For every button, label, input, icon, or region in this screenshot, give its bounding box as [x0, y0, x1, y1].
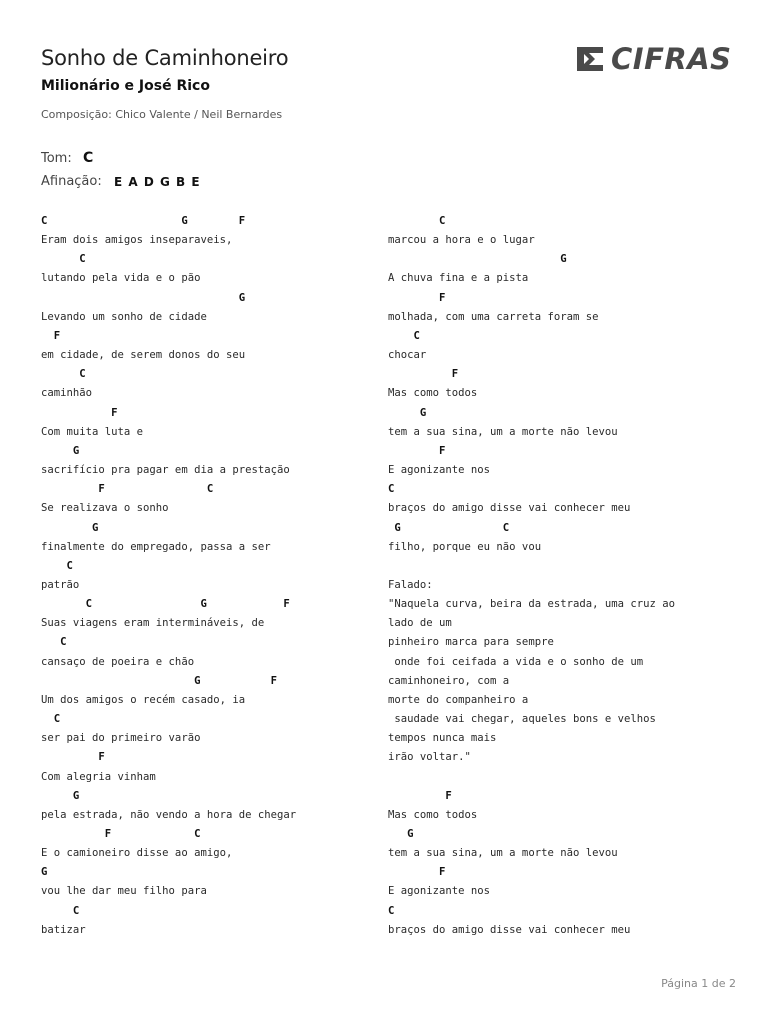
chord-line: C	[41, 368, 86, 381]
lyric-line: saudade vai chegar, aqueles bons e velhos	[388, 713, 656, 726]
chord-line: G C	[388, 521, 510, 534]
chord-line: F	[41, 751, 105, 764]
chord-line: F	[388, 368, 459, 381]
lyric-line: Com muita luta e	[41, 425, 144, 438]
chord-line: C	[41, 559, 73, 572]
lyric-line: Mas como todos	[388, 387, 478, 400]
lyric-line: Levando um sonho de cidade	[41, 310, 207, 323]
cifras-logo	[575, 42, 732, 76]
chord-line: C	[41, 636, 67, 649]
lyric-line: Falado:	[388, 578, 433, 591]
chord-line: F	[388, 444, 446, 457]
lyric-line: finalmente do empregado, passa a ser	[41, 540, 271, 553]
lyric-line: patrão	[41, 578, 80, 591]
composer-credit: Composição: Chico Valente / Neil Bernardes	[41, 108, 283, 121]
lyrics-column-right	[388, 212, 675, 940]
lyric-line: Se realizava o sonho	[41, 502, 169, 515]
lyric-line: pinheiro marca para sempre	[388, 636, 554, 649]
chord-line: F C	[41, 483, 214, 496]
chord-line: G	[388, 406, 427, 419]
chord-line: C	[41, 253, 86, 266]
lyric-line: A chuva fina e a pista	[388, 272, 529, 285]
lyric-line: marcou a hora e o lugar	[388, 234, 535, 247]
chord-line: G	[41, 444, 80, 457]
chord-line: G	[388, 253, 567, 266]
lyric-line: caminhão	[41, 387, 93, 400]
lyric-line: irão voltar."	[388, 751, 471, 764]
chord-line: C	[41, 713, 61, 726]
chord-line: G	[388, 828, 414, 840]
chord-line: G	[41, 789, 80, 802]
lyric-line: batizar	[41, 923, 86, 936]
tuning-value: E A D G B E	[114, 175, 201, 189]
tuning-label: Afinação:	[41, 174, 102, 189]
chord-line: G	[41, 866, 48, 879]
lyric-line: onde foi ceifada a vida e o sonho de um	[388, 655, 644, 668]
lyric-line: Um dos amigos o recém casado, ia	[41, 693, 246, 706]
lyric-line: sacrifício pra pagar em dia a prestação	[41, 464, 290, 477]
cifras-logo-text: CIFRAS	[611, 42, 732, 76]
chord-line: C	[388, 215, 446, 227]
lyric-line: chocar	[388, 349, 427, 362]
lyric-line: molhada, com uma carreta foram se	[388, 310, 599, 323]
chord-line: F	[388, 866, 446, 879]
lyric-line: Com alegria vinham	[41, 770, 156, 783]
chord-line: G	[41, 521, 99, 534]
lyric-line: filho, porque eu não vou	[388, 540, 542, 553]
chord-line: F	[388, 789, 452, 802]
chord-line: C G F	[41, 598, 290, 611]
lyric-line: cansaço de poeira e chão	[41, 655, 195, 668]
lyric-line: "Naquela curva, beira da estrada, uma cruz ao	[388, 598, 676, 611]
chord-line: F	[388, 291, 446, 304]
lyric-line: tem a sua sina, um a morte não levou	[388, 847, 618, 860]
lyric-line: braços do amigo disse vai conhecer meu	[388, 923, 631, 936]
chord-line: G	[41, 291, 246, 304]
key-value: C	[83, 150, 94, 166]
lyric-line: Mas como todos	[388, 808, 478, 821]
lyric-line: E o camioneiro disse ao amigo,	[41, 847, 233, 860]
page-number: Página 1 de 2	[661, 977, 736, 990]
lyric-line: ser pai do primeiro varão	[41, 732, 201, 745]
lyric-line: tem a sua sina, um a morte não levou	[388, 425, 618, 438]
lyric-line: braços do amigo disse vai conhecer meu	[388, 502, 631, 515]
lyric-line: lado de um	[388, 617, 452, 630]
lyric-line: tempos nunca mais	[388, 732, 497, 745]
lyric-line: caminhoneiro, com a	[388, 674, 510, 687]
chord-line: C	[388, 904, 395, 917]
chord-line: F	[41, 329, 61, 342]
lyric-line: Suas viagens eram intermináveis, de	[41, 617, 265, 630]
chord-line: C G F	[41, 215, 246, 227]
lyric-line: E agonizante nos	[388, 885, 491, 898]
lyrics-column-left	[41, 212, 296, 940]
chord-line: F C	[41, 828, 201, 840]
chord-line: G F	[41, 674, 277, 687]
lyric-line: lutando pela vida e o pão	[41, 272, 201, 285]
lyric-line: pela estrada, não vendo a hora de chegar	[41, 808, 297, 821]
lyric-line: em cidade, de serem donos do seu	[41, 349, 246, 362]
chord-line: C	[41, 904, 80, 917]
cifras-logo-icon	[575, 44, 605, 74]
chord-line: C	[388, 329, 420, 342]
lyric-line: vou lhe dar meu filho para	[41, 885, 207, 898]
lyric-line: morte do companheiro a	[388, 693, 529, 706]
lyric-line: E agonizante nos	[388, 464, 491, 477]
song-title: Sonho de Caminhoneiro	[41, 46, 289, 70]
chord-line: F	[41, 406, 118, 419]
artist-name: Milionário e José Rico	[41, 78, 210, 94]
chord-line: C	[388, 483, 395, 496]
key-label: Tom:	[41, 151, 72, 166]
lyric-line: Eram dois amigos inseparaveis,	[41, 234, 233, 247]
